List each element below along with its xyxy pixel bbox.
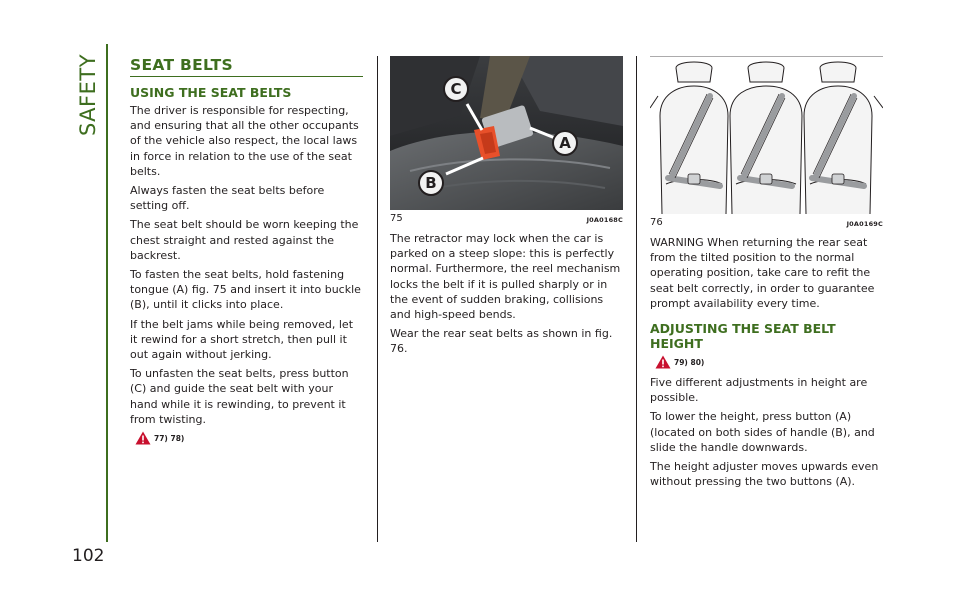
- callout-b: [418, 170, 444, 196]
- figure-number: 76: [650, 217, 663, 228]
- column-divider-1: [377, 56, 378, 542]
- callout-a: [552, 130, 578, 156]
- callout-b-label: B: [425, 174, 437, 192]
- paragraph: Always fasten the seat belts before setting off.: [130, 184, 325, 213]
- column-2: [390, 56, 623, 361]
- warning-triangle-icon: [655, 355, 671, 369]
- subsection-title-adjusting: ADJUSTING THE SEAT BELT HEIGHT: [650, 321, 836, 352]
- rear-seats-belts-drawing: [650, 56, 883, 214]
- figure-76-caption: [650, 217, 883, 228]
- warning-refs: 79) 80): [674, 357, 705, 367]
- column-3: [650, 56, 883, 493]
- side-label-text: SAFETY: [76, 53, 100, 137]
- paragraph: Wear the rear seat belts as shown in fig. 76.: [390, 327, 613, 356]
- section-title: SEAT BELTS: [130, 56, 363, 77]
- warning-reference: [650, 355, 883, 369]
- warning-triangle-icon: [135, 431, 151, 445]
- paragraph: To fasten the seat belts, hold fastening tongue (A) fig. 75 and insert it into buckle (B), until it clicks into place.: [130, 268, 361, 312]
- subsection-title-using: USING THE SEAT BELTS: [130, 85, 292, 100]
- side-divider: [106, 44, 108, 542]
- figure-75-image: [390, 56, 623, 210]
- figure-75-caption: [390, 213, 623, 224]
- callout-a-label: A: [559, 134, 571, 152]
- paragraph: The height adjuster moves upwards even without pressing the two buttons (A).: [650, 460, 879, 489]
- figure-code: J0A0169C: [846, 220, 883, 228]
- page-number: 102: [72, 546, 105, 566]
- paragraph: If the belt jams while being removed, let it rewind for a short stretch, then pull it out again without jerking.: [130, 317, 354, 362]
- paragraph: To lower the height, press button (A) (located on both sides of handle (B), and slide the handle downwards.: [650, 410, 875, 454]
- figure-code: J0A0168C: [586, 216, 623, 224]
- callout-c-label: C: [450, 80, 462, 98]
- warning-paragraph: WARNING When returning the rear seat from the tilted position to the normal operating position, take care to refit the seat belt correctly, in order to guarantee prompt availability every time.: [650, 236, 875, 310]
- figure-76-image: [650, 56, 883, 214]
- paragraph: To unfasten the seat belts, press button (C) and guide the seat belt with your hand while it is rewinding, to prevent it from twisting.: [130, 367, 349, 426]
- warning-refs: 77) 78): [154, 433, 185, 443]
- paragraph: Five different adjustments in height are possible.: [650, 376, 868, 405]
- column-divider-2: [636, 56, 637, 542]
- callout-c: [443, 76, 469, 102]
- paragraph: The driver is responsible for respecting, and ensuring that all the other occupants of the vehicle also respect, the local laws in force in relation to the use of the seat belts.: [130, 104, 359, 178]
- column-1: [130, 56, 363, 451]
- section-side-label: [70, 52, 106, 138]
- paragraph: The seat belt should be worn keeping the chest straight and rested against the backrest.: [130, 218, 359, 262]
- warning-reference: [130, 431, 363, 445]
- figure-number: 75: [390, 213, 403, 224]
- paragraph: The retractor may lock when the car is parked on a steep slope: this is perfectly normal. Furthermore, the reel mechanism locks the belt if it is pulled sharply or in the event of sudden braking, collisions and high-speed bends.: [390, 232, 621, 322]
